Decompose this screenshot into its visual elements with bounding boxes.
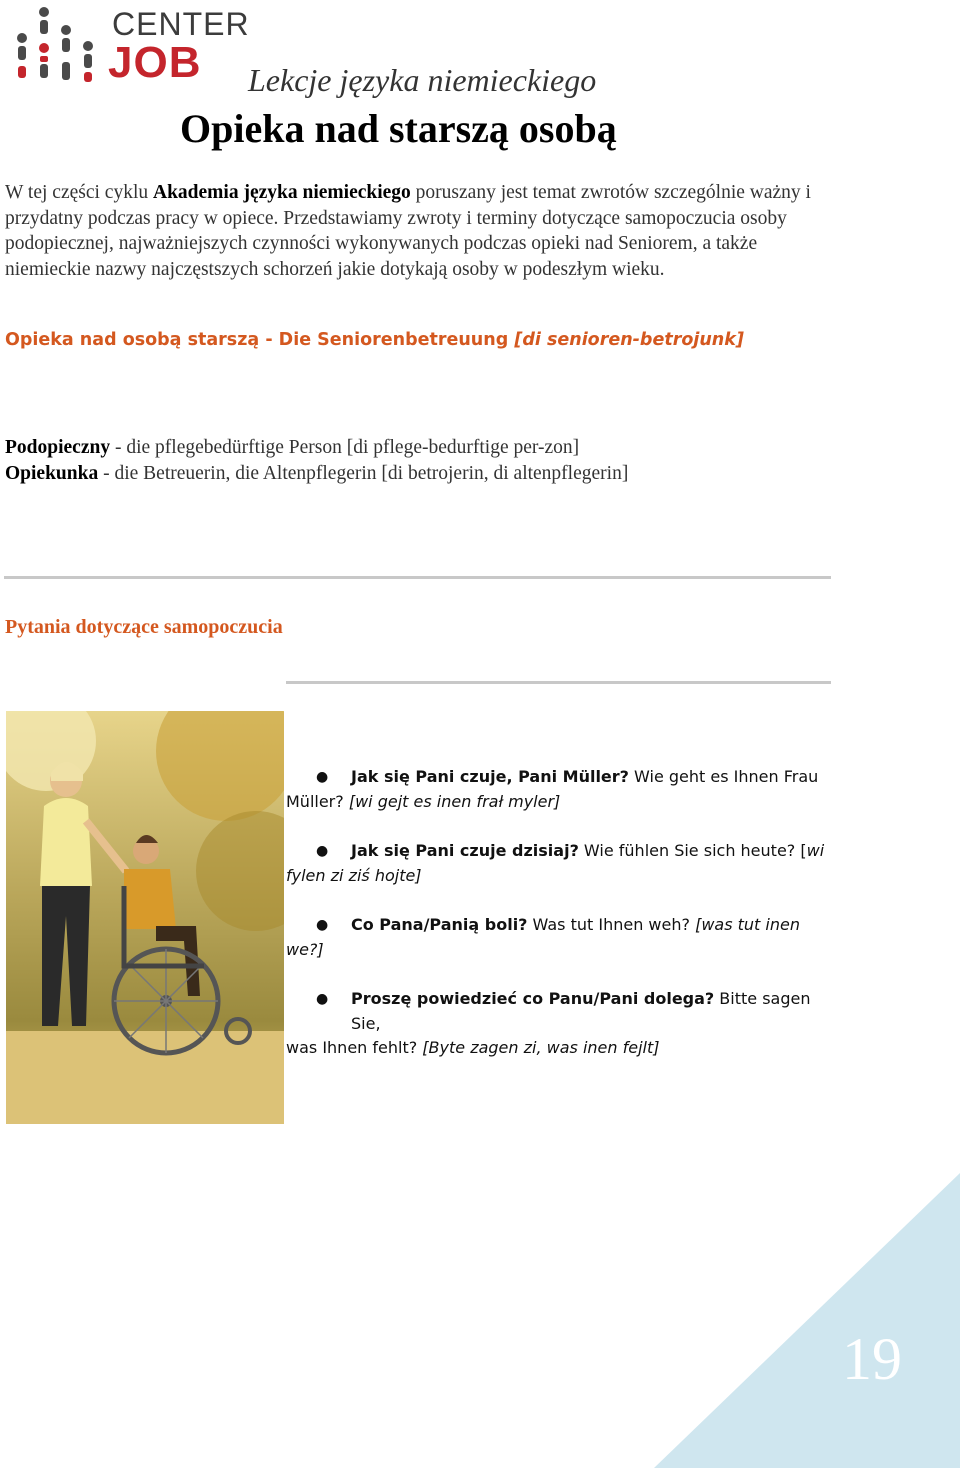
- question-pronunciation: [Byte zagen zi, was inen fejlt]: [422, 1038, 660, 1057]
- question-german-cont: Müller?: [286, 791, 349, 811]
- list-item: [286, 839, 826, 888]
- vocab-item: [5, 435, 628, 461]
- question-pronunciation: [wi gejt es inen frał myler]: [348, 791, 561, 811]
- vocab-definition: - die Betreuerin, die Altenpflegerin [di betrojerin, di altenpflegerin]: [98, 463, 629, 484]
- intro-paragraph: [5, 180, 825, 282]
- caregiver-wheelchair-image: [6, 711, 284, 1124]
- bullet-icon: ●: [316, 917, 329, 933]
- intro-text-2: poruszany jest temat zwrotów szczególnie ważny i przydatny podczas pracy w opiece. Przedstawiamy zwroty i terminy dotyczące samopoczucia osoby podopiecznej, najważniejszych czynności wykonywanych podczas opieki nad Seniorem, a także niemieckie nazwy najczęstszych schorzeń jakie dotykają osoby w podeszłym wieku.: [5, 182, 811, 280]
- list-item: [286, 913, 826, 962]
- section-heading: Pytania dotyczące samopoczucia: [5, 616, 283, 638]
- list-item: [286, 987, 826, 1061]
- question-german-cont: was Ihnen fehlt?: [286, 1038, 423, 1057]
- care-heading: [5, 330, 744, 350]
- question-german: Wie geht es Ihnen Frau: [628, 767, 819, 786]
- bullet-icon: ●: [316, 843, 329, 859]
- question-pronunciation: fylen zi ziś hojte]: [286, 865, 422, 885]
- logo-text-job: JOB: [108, 38, 202, 87]
- list-item: [286, 765, 826, 814]
- question-polish: Jak się Pani czuje dzisiaj?: [351, 841, 579, 860]
- vocab-definition: - die pflegebedürftige Person [di pflege-bedurftige per-zon]: [110, 437, 580, 458]
- bullet-icon: ●: [316, 991, 329, 1007]
- logo-text-center: CENTER: [112, 6, 250, 42]
- vocab-list: [5, 435, 628, 487]
- question-german: Bitte sagen Sie,: [351, 989, 811, 1033]
- vocab-term: Podopieczny: [5, 437, 111, 458]
- caregiver-wheelchair-photo: [6, 711, 284, 1124]
- vocab-term: Opiekunka: [5, 463, 99, 484]
- divider-line: [286, 681, 831, 684]
- question-german: Was tut Ihnen weh?: [527, 915, 696, 934]
- center-job-logo: [8, 4, 248, 88]
- intro-text-1: W tej części cyklu: [5, 182, 153, 203]
- question-pronunciation: we?]: [286, 939, 324, 959]
- question-polish: Proszę powiedzieć co Panu/Pani dolega?: [351, 989, 715, 1008]
- page-number: 19: [842, 1326, 902, 1392]
- page-corner-decoration: [654, 1173, 960, 1468]
- bullet-icon: ●: [316, 769, 329, 785]
- care-heading-pron: [di senioren-betrojunk]: [514, 330, 744, 350]
- question-pronunciation-start: [was tut inen: [695, 915, 800, 934]
- people-dots-logo-icon: [8, 4, 108, 88]
- page-subtitle: Lekcje języka niemieckiego: [248, 62, 597, 98]
- page-title: Opieka nad starszą osobą: [180, 106, 617, 151]
- intro-bold: Akademia języka niemieckiego: [153, 182, 411, 203]
- divider-line: [4, 576, 831, 579]
- question-polish: Jak się Pani czuje, Pani Müller?: [351, 767, 629, 786]
- vocab-item: [5, 461, 628, 487]
- question-pronunciation-start: wi: [806, 841, 825, 860]
- care-heading-text: Opieka nad osobą starszą - Die Seniorenbetreuung: [5, 330, 515, 350]
- question-polish: Co Pana/Panią boli?: [351, 915, 528, 934]
- questions-list: [286, 765, 826, 1086]
- question-german: Wie fühlen Sie sich heute? [: [578, 841, 807, 860]
